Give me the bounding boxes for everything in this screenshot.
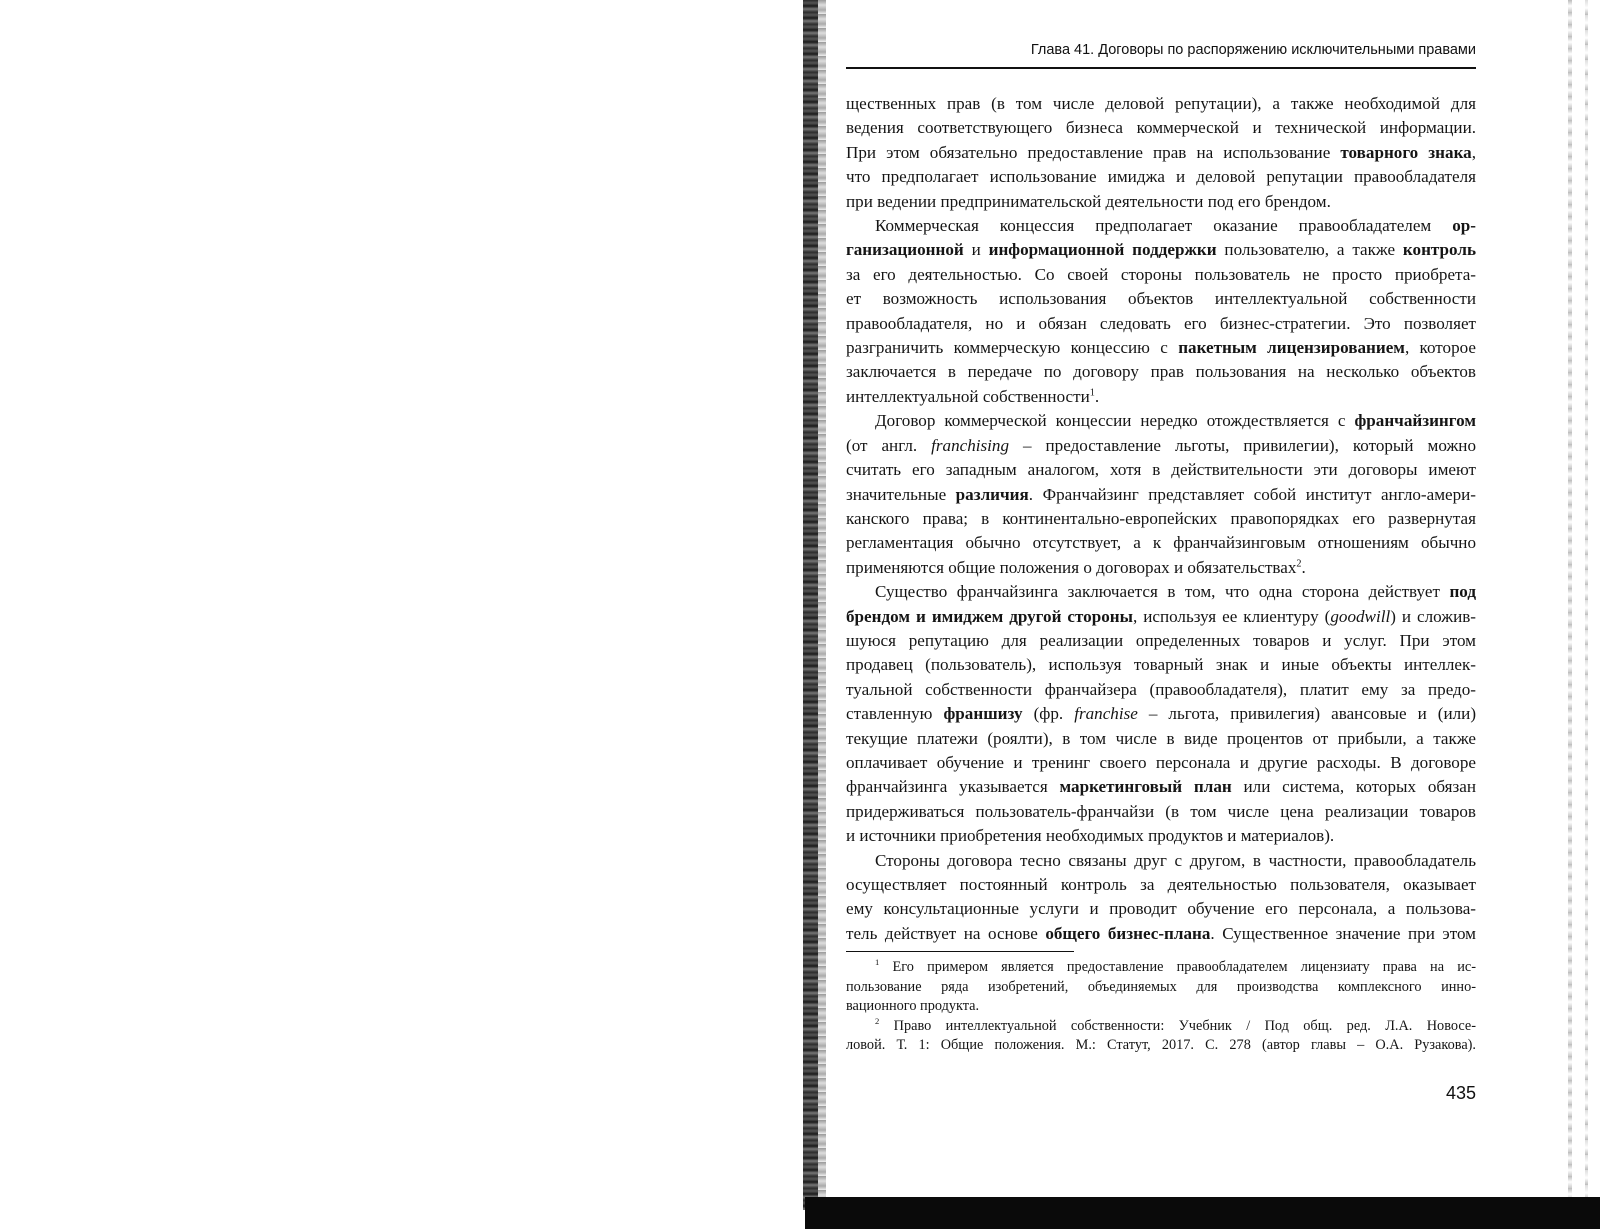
text-line bbox=[846, 605, 1476, 629]
bold-term: брендом и имиджем другой стороны bbox=[846, 606, 1133, 626]
text-run: или система, которых обязан bbox=[1231, 777, 1477, 797]
text-run: Коммерческая концессия предполагает оказание правообладателем bbox=[875, 216, 1453, 236]
text-run: значительные bbox=[846, 484, 956, 504]
text-run: канского права; в континентально-европейских правопорядках его развернутая bbox=[846, 508, 1476, 528]
text-line bbox=[846, 458, 1476, 482]
bold-term: ор- bbox=[1452, 216, 1476, 236]
bold-term: под bbox=[1449, 582, 1476, 602]
footnotes bbox=[846, 958, 1476, 1056]
text-run: применяются общие положения о договорах и обязательствах bbox=[846, 557, 1297, 577]
text-run: пользователю, а также bbox=[1216, 240, 1403, 260]
text-line bbox=[846, 702, 1476, 726]
footnote-marker: 1 bbox=[1089, 387, 1095, 399]
text-run: осуществляет постоянный контроль за деятельностью пользователя, оказывает bbox=[846, 875, 1476, 894]
text-run: оплачивает обучение и тренинг своего персонала и другие расходы. В договоре bbox=[846, 752, 1476, 772]
footnote-line bbox=[846, 958, 1476, 978]
text-run: придерживаться пользователь-франчайзи (в том числе цена реализации товаров bbox=[846, 801, 1476, 821]
bold-term: товарного знака bbox=[1340, 142, 1472, 162]
bold-term: информационной поддержки bbox=[988, 240, 1217, 260]
bold-term: ганизационной bbox=[846, 240, 964, 260]
text-line bbox=[846, 165, 1476, 189]
footnote-line bbox=[846, 1017, 1476, 1037]
text-line bbox=[846, 287, 1476, 311]
text-line bbox=[846, 800, 1476, 824]
footnote-marker: 2 bbox=[875, 1016, 880, 1027]
text-line bbox=[846, 360, 1476, 384]
footnote-marker: 1 bbox=[875, 957, 880, 968]
text-run: Стороны договора тесно связаны друг с другом, в частности, правообладатель bbox=[875, 850, 1476, 870]
right-page-edge bbox=[1568, 0, 1572, 1197]
text-line bbox=[846, 653, 1476, 677]
bold-term: контроль bbox=[1402, 240, 1476, 260]
text-line bbox=[846, 336, 1476, 360]
text-run: Существо франчайзинга заключается в том, что одна сторона действует bbox=[875, 582, 1450, 602]
text-line bbox=[846, 727, 1476, 751]
text-run: – льгота, привилегия) авансовые и (или) bbox=[1137, 704, 1477, 724]
text-line bbox=[846, 629, 1476, 653]
header-rule bbox=[846, 67, 1476, 69]
text-line bbox=[846, 409, 1476, 433]
text-line bbox=[846, 238, 1476, 262]
text-run: , используя ее клиентуру ( bbox=[1132, 606, 1331, 626]
bold-term: пакетным лицензированием bbox=[1178, 338, 1405, 358]
text-line bbox=[846, 751, 1476, 775]
text-line bbox=[846, 507, 1476, 531]
footnote-line bbox=[846, 1036, 1476, 1056]
text-run: При этом обязательно предоставление прав на использование bbox=[846, 142, 1341, 162]
footnote-separator bbox=[846, 951, 1074, 952]
text-run: . bbox=[1301, 557, 1306, 577]
text-line bbox=[846, 824, 1476, 848]
text-line bbox=[846, 775, 1476, 799]
text-run: , bbox=[1471, 142, 1476, 162]
bold-term: маркетинговый план bbox=[1059, 777, 1232, 797]
text-line bbox=[846, 678, 1476, 702]
bold-term: франшизу bbox=[943, 704, 1023, 724]
text-run: туальной собственности франчайзера (правообладателя), платит ему за предо- bbox=[846, 679, 1476, 699]
text-run: и источники приобретения необходимых продуктов и материалов). bbox=[846, 826, 1335, 846]
bold-term: различия bbox=[955, 484, 1029, 504]
text-run: за его деятельностью. Со своей стороны пользователь не просто приобрета- bbox=[846, 264, 1476, 284]
text-line bbox=[846, 116, 1476, 140]
text-run: и bbox=[963, 240, 989, 260]
text-run: щественных прав (в том числе деловой репутации), а также необходимой для bbox=[846, 94, 1476, 113]
text-run: что предполагает использование имиджа и деловой репутации правообладателя bbox=[846, 167, 1476, 187]
italic-term: goodwill bbox=[1330, 606, 1391, 626]
text-run: тель действует на основе bbox=[846, 923, 1046, 943]
text-line bbox=[846, 897, 1476, 921]
right-page-edge-outer bbox=[1585, 0, 1588, 1197]
bold-term: общего бизнес-плана bbox=[1045, 923, 1211, 943]
text-run: текущие платежи (роялти), в том числе в виде процентов от прибыли, а также bbox=[846, 728, 1476, 748]
text-run: Его примером является предоставление правообладателем лицензиату права на ис- bbox=[879, 959, 1476, 975]
text-run: франчайзинга указывается bbox=[846, 777, 1060, 797]
text-line bbox=[846, 385, 1476, 409]
text-run: . Существенное значение при этом bbox=[1210, 923, 1476, 943]
text-run: (от англ. bbox=[846, 435, 932, 455]
text-run: заключается в передаче по договору прав пользования на несколько объектов bbox=[846, 362, 1476, 382]
text-line bbox=[846, 312, 1476, 336]
text-run: пользование ряда изобретений, объединяемых для производства комплексного инно- bbox=[846, 978, 1476, 995]
text-line bbox=[846, 483, 1476, 507]
page-edge-texture bbox=[818, 0, 826, 1210]
text-line bbox=[846, 556, 1476, 580]
running-header: Глава 41. Договоры по распоряжению исключительными правами bbox=[1030, 42, 1476, 58]
text-run: Договор коммерческой концессии нередко отождествляется с bbox=[875, 411, 1355, 431]
text-run: вационного продукта. bbox=[846, 998, 980, 1015]
text-run: (фр. bbox=[1022, 704, 1075, 724]
text-run: – предоставление льготы, привилегии), который можно bbox=[1009, 435, 1476, 455]
main-text bbox=[846, 92, 1476, 946]
text-run: ) и сложив- bbox=[1390, 606, 1476, 626]
text-run: шуюся репутацию для реализации определенных товаров и услуг. При этом bbox=[846, 630, 1476, 650]
text-line bbox=[846, 434, 1476, 458]
text-line bbox=[846, 922, 1476, 946]
text-run: ведения соответствующего бизнеса коммерческой и технической информации. bbox=[846, 118, 1476, 138]
text-line bbox=[846, 214, 1476, 238]
text-run: считать его западным аналогом, хотя в действительности эти договоры имеют bbox=[846, 460, 1476, 480]
text-run: ему консультационные услуги и проводит обучение его персонала, а пользова- bbox=[846, 899, 1476, 919]
text-line bbox=[846, 531, 1476, 555]
page-number: 435 bbox=[1445, 1083, 1476, 1103]
footnote-marker: 2 bbox=[1296, 558, 1302, 570]
text-line bbox=[846, 873, 1476, 897]
text-run: интеллектуальной собственности bbox=[846, 386, 1090, 406]
scanner-bottom-shadow bbox=[805, 1197, 1600, 1229]
footnote-line bbox=[846, 978, 1476, 998]
bold-term: франчайзингом bbox=[1354, 411, 1476, 431]
italic-term: franchising bbox=[931, 435, 1010, 455]
text-line bbox=[846, 190, 1476, 214]
text-line bbox=[846, 263, 1476, 287]
text-run: разграничить коммерческую концессию с bbox=[846, 338, 1179, 358]
text-run: . bbox=[1094, 386, 1100, 406]
text-line bbox=[846, 141, 1476, 165]
text-run: ет возможность использования объектов интеллектуальной собственности bbox=[846, 289, 1476, 309]
text-line bbox=[846, 92, 1476, 116]
text-run: ставленную bbox=[846, 704, 944, 724]
text-line bbox=[846, 849, 1476, 873]
text-run: при ведении предпринимательской деятельности под его брендом. bbox=[846, 191, 1331, 211]
text-line bbox=[846, 580, 1476, 604]
text-run: Право интеллектуальной собственности: Учебник / Под общ. ред. Л.А. Новосе- bbox=[879, 1017, 1476, 1034]
text-run: правообладателя, но и обязан следовать его бизнес-стратегии. Это позволяет bbox=[846, 313, 1476, 333]
text-run: , которое bbox=[1404, 338, 1476, 358]
text-run: ловой. Т. 1: Общие положения. М.: Статут, 2017. С. 278 (автор главы – О.А. Рузакова). bbox=[846, 1037, 1476, 1054]
text-run: . Франчайзинг представляет собой институт англо-амери- bbox=[1028, 484, 1476, 504]
text-run: продавец (пользователь), используя товарный знак и иные объекты интеллек- bbox=[846, 655, 1476, 675]
italic-term: franchise bbox=[1074, 704, 1138, 724]
footnote-line bbox=[846, 997, 1476, 1017]
text-run: регламентация обычно отсутствует, а к франчайзинговым отношениям обычно bbox=[846, 533, 1476, 553]
